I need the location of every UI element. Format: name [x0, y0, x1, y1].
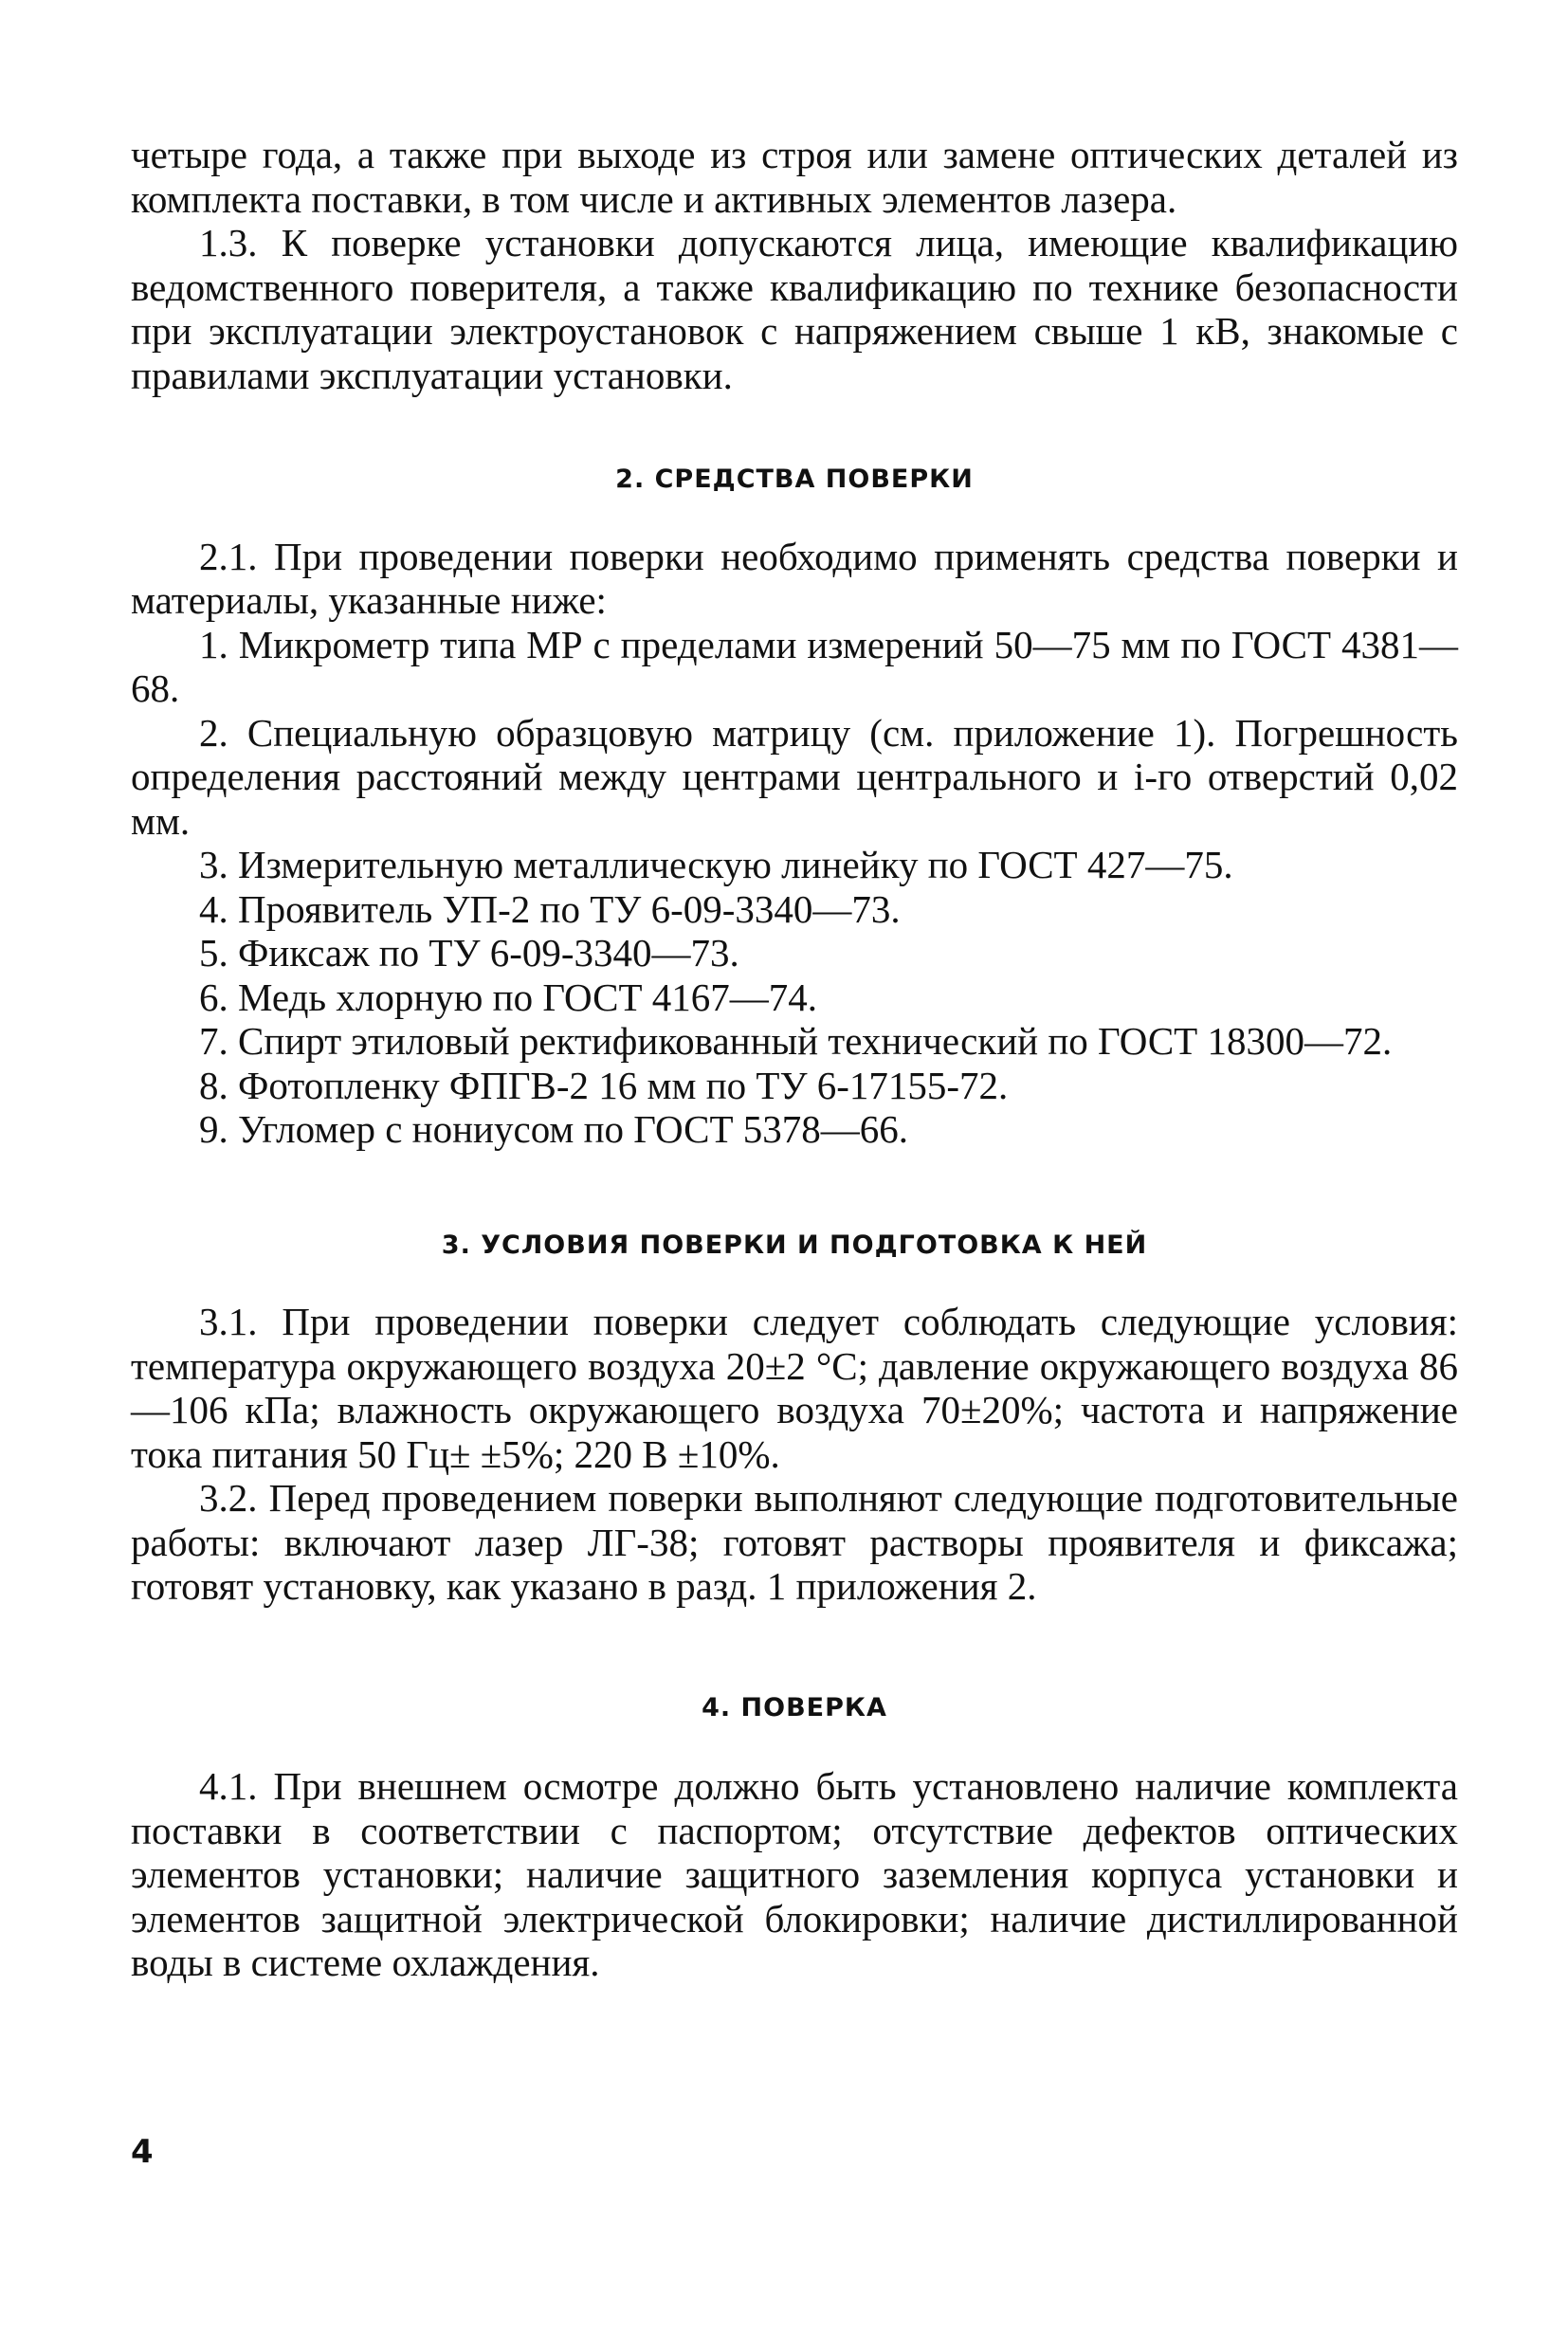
list-item: 1. Микрометр типа МР с пределами измерений 50—75 мм по ГОСТ 4381—68. — [131, 622, 1458, 710]
list-item: 9. Угломер с нониусом по ГОСТ 5378—66. — [199, 1107, 908, 1151]
section-3-paragraph-3-1: 3.1. При проведении поверки следует соблюдать следующие условия: температура окружающего воздуха 20±2 °С; давление окружающего воздуха 86—106 кПа; влажность окружающего воздуха 70±20%; частота и напряжение тока питания 50 Гц± ±5%; 220 В ±10%. — [131, 1300, 1458, 1476]
tools-list — [131, 623, 1458, 1152]
list-item: 5. Фиксаж по ТУ 6-09-3340—73. — [199, 931, 739, 975]
section-2-heading: 2. СРЕДСТВА ПОВЕРКИ — [615, 465, 974, 494]
intro-paragraph-1: четыре года, а также при выходе из строя или замене оптических деталей из комплекта поставки, в том числе и активных элементов лазера. — [131, 133, 1458, 221]
page-number: 4 — [131, 2133, 154, 2171]
section-4-paragraph-4-1: 4.1. При внешнем осмотре должно быть установлено наличие комплекта поставки в соответствии с паспортом; отсутствие дефектов оптических элементов установки; наличие защитного заземления корпуса установки и элементов защитной электрической блокировки; наличие дистиллированной воды в системе охлаждения. — [131, 1764, 1458, 1984]
list-item: 6. Медь хлорную по ГОСТ 4167—74. — [199, 975, 818, 1019]
document-page — [131, 133, 1458, 1985]
list-item: 7. Спирт этиловый ректификованный технический по ГОСТ 18300—72. — [199, 1019, 1393, 1063]
intro-paragraph-1-3: 1.3. К поверке установки допускаются лица, имеющие квалификацию ведомственного поверителя, а также квалификацию по технике безопасности при эксплуатации электроустановок с напряжением свыше 1 кВ, знакомые с правилами эксплуатации установки. — [131, 221, 1458, 397]
section-4-heading: 4. ПОВЕРКА — [702, 1692, 887, 1722]
list-item: 4. Проявитель УП-2 по ТУ 6-09-3340—73. — [199, 886, 901, 931]
section-2-paragraph-2-1: 2.1. При проведении поверки необходимо применять средства поверки и материалы, указанные ниже: — [131, 534, 1458, 622]
list-item: 3. Измерительную металлическую линейку по ГОСТ 427—75. — [199, 843, 1233, 886]
list-item: 8. Фотопленку ФПГВ-2 16 мм по ТУ 6-17155-72. — [199, 1063, 1009, 1107]
section-3-heading: 3. УСЛОВИЯ ПОВЕРКИ И ПОДГОТОВКА К НЕЙ — [441, 1230, 1148, 1260]
section-3-paragraph-3-2: 3.2. Перед проведением поверки выполняют следующие подготовительные работы: включают лазер ЛГ-38; готовят растворы проявителя и фиксажа; готовят установку, как указано в разд. 1 приложения 2. — [131, 1476, 1458, 1608]
list-item: 2. Специальную образцовую матрицу (см. приложение 1). Погрешность определения расстояний между центрами центрального и i-го отверстий 0,02 мм. — [131, 710, 1458, 843]
